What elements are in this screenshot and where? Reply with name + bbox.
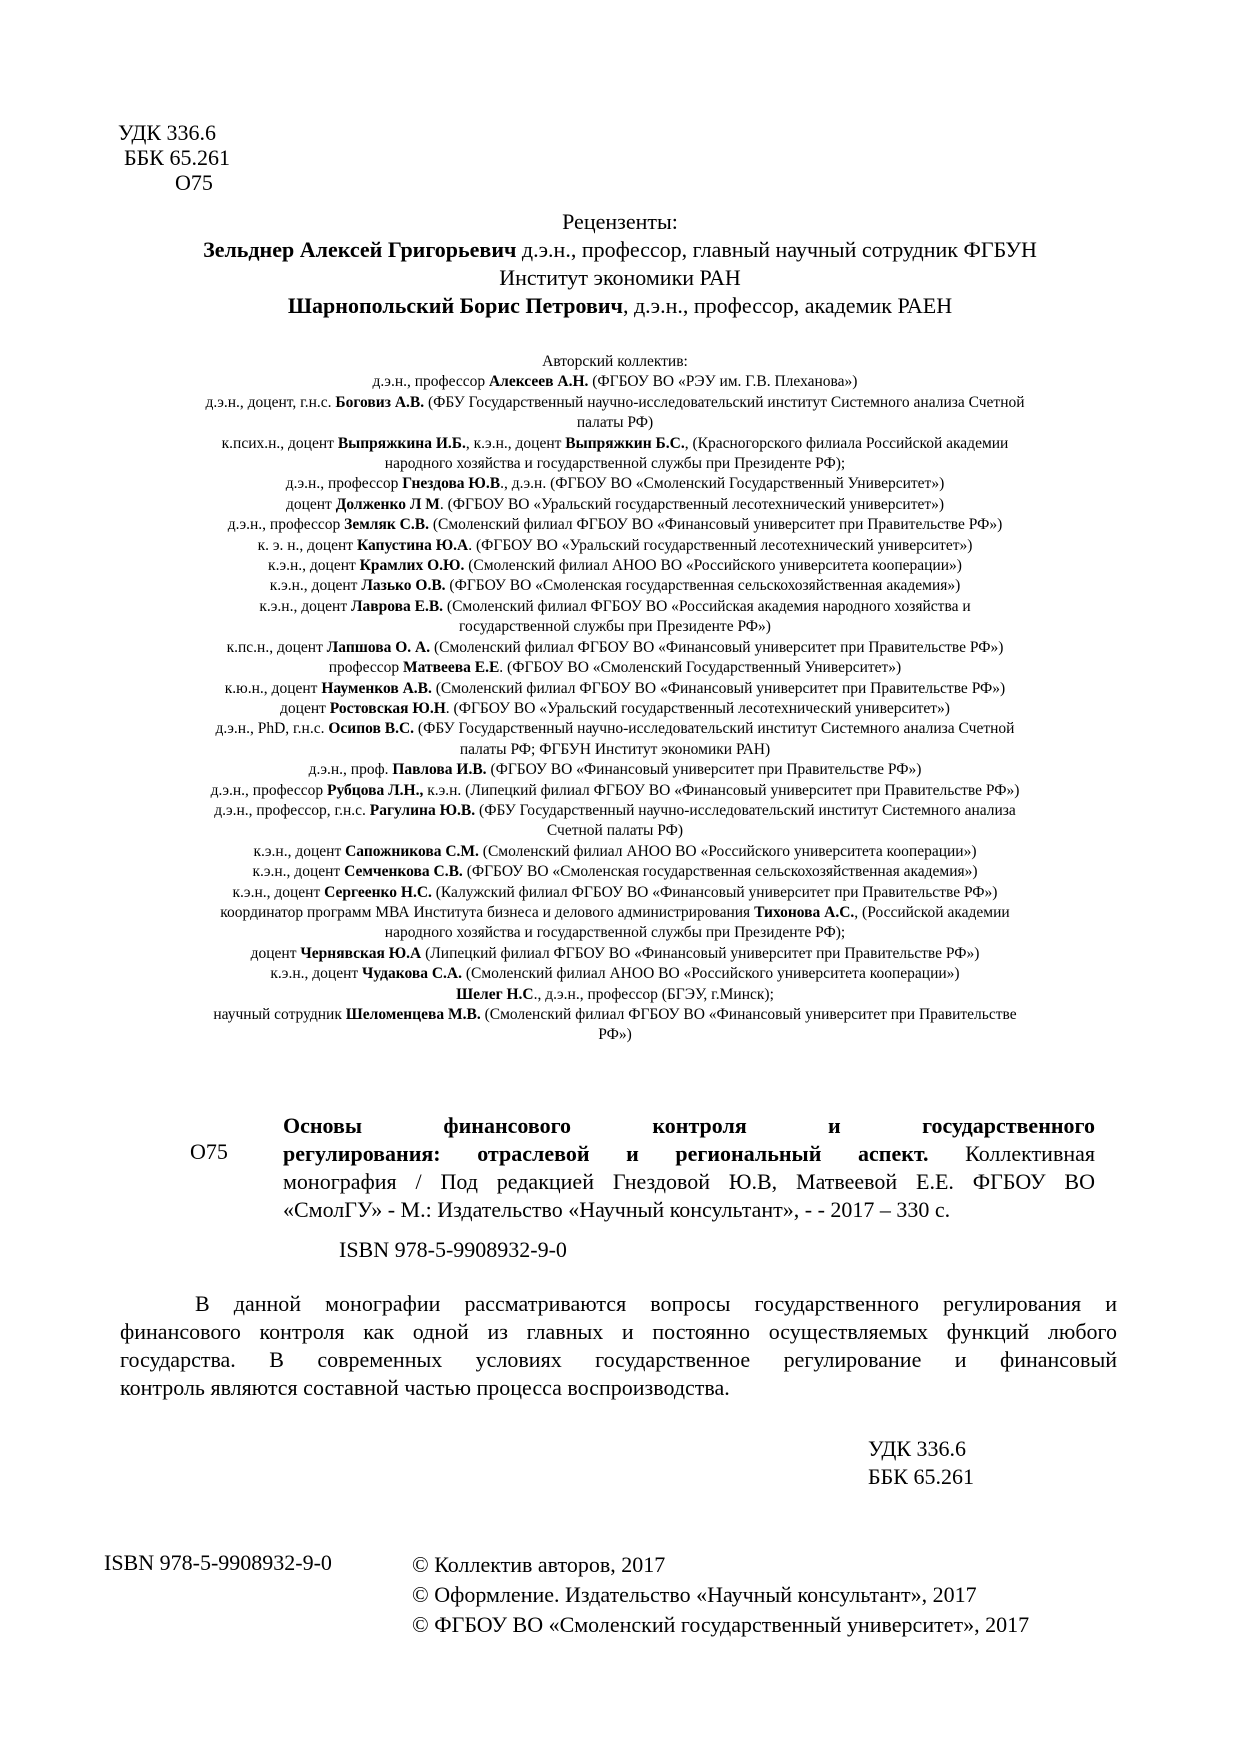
author-line: д.э.н., профессор Гнездова Ю.В., д.э.н. (ФГБОУ ВО «Смоленский Государственный Университет») — [285, 475, 945, 493]
book-title-line-2: регулирования: отраслевой и региональный аспект. Коллективная — [283, 1141, 1095, 1166]
author-line-cont: Счетной палаты РФ) — [546, 822, 684, 840]
author-line: доцент Чернявская Ю.А (Липецкий филиал ФГБОУ ВО «Финансовый университет при Правительстве РФ») — [250, 944, 980, 962]
reviewer-2-info: , д.э.н., профессор, академик РАЕН — [622, 293, 953, 318]
copyright-university: © ФГБОУ ВО «Смоленский государственный университет», 2017 — [412, 1612, 1030, 1637]
annotation-line-1: В данной монографии рассматриваются вопросы государственного регулирования и — [195, 1291, 1117, 1316]
author-sign: О75 — [175, 170, 213, 195]
author-line-cont: палаты РФ; ФГБУН Институт экономики РАН) — [459, 740, 771, 758]
author-line: к.ю.н., доцент Науменков А.В. (Смоленский филиал ФГБОУ ВО «Финансовый университет при Правительстве РФ») — [224, 679, 1006, 697]
book-record — [283, 1112, 1095, 1224]
reviewer-1 — [120, 236, 1120, 264]
copyright-design: © Оформление. Издательство «Научный консультант», 2017 — [412, 1582, 977, 1607]
author-line: профессор Матвеева Е.Е. (ФГБОУ ВО «Смоленский Государственный Университет») — [328, 659, 902, 677]
author-line-cont: государственной службы при Президенте РФ») — [459, 618, 771, 636]
author-line: к.псих.н., доцент Выпряжкина И.Б., к.э.н., доцент Выпряжкин Б.С., (Красногорского филиала Российской академии — [221, 434, 1009, 452]
reviewer-1-info: д.э.н., профессор, главный научный сотрудник ФГБУН — [516, 237, 1037, 262]
reviewer-1-name: Зельднер Алексей Григорьевич — [203, 237, 517, 262]
author-line: к.э.н., доцент Лазько О.В. (ФГБОУ ВО «Смоленская государственная сельскохозяйственная академия») — [269, 577, 961, 595]
author-line: к.пс.н., доцент Лапшова О. А. (Смоленский филиал ФГБОУ ВО «Финансовый университет при Правительстве РФ») — [226, 638, 1004, 656]
reviewer-2-name: Шарнопольский Борис Петрович — [287, 293, 623, 318]
author-line: к. э. н., доцент Капустина Ю.А. (ФГБОУ ВО «Уральский государственный лесотехнический университет») — [257, 536, 973, 554]
book-isbn: ISBN 978-5-9908932-9-0 — [339, 1237, 567, 1262]
authors-block — [110, 352, 1120, 1046]
bottom-udk: УДК 336.6 — [868, 1436, 967, 1461]
author-line: д.э.н., профессор, г.н.с. Рагулина Ю.В. (ФБУ Государственный научно-исследовательский институт Системного анализа — [214, 801, 1016, 819]
udk-code: УДК 336.6 — [118, 120, 217, 145]
copyright-authors: © Коллектив авторов, 2017 — [412, 1552, 666, 1577]
author-line: координатор программ МВА Института бизнеса и делового администрирования Тихонова А.С., (Российской академии — [220, 903, 1010, 921]
author-line: д.э.н., проф. Павлова И.В. (ФГБОУ ВО «Финансовый университет при Правительстве РФ») — [308, 761, 922, 779]
reviewer-2 — [120, 292, 1120, 320]
copyright-block — [412, 1550, 1029, 1640]
author-line: к.э.н., доцент Чудакова С.А. (Смоленский филиал АНОО ВО «Российского университета кооперации») — [270, 965, 960, 983]
author-line: к.э.н., доцент Семченкова С.В. (ФГБОУ ВО «Смоленская государственная сельскохозяйственная академия») — [252, 863, 978, 881]
author-line: доцент Долженко Л М. (ФГБОУ ВО «Уральский государственный лесотехнический университет») — [285, 495, 945, 513]
bottom-codes — [868, 1435, 974, 1491]
author-line: д.э.н., профессор Алексеев А.Н. (ФГБОУ ВО «РЭУ им. Г.В. Плеханова») — [372, 373, 858, 391]
author-line: научный сотрудник Шеломенцева М.В. (Смоленский филиал ФГБОУ ВО «Финансовый университет при Правительстве — [213, 1006, 1017, 1023]
annotation — [120, 1290, 1117, 1402]
authors-heading: Авторский коллектив: — [542, 353, 688, 370]
author-line: д.э.н., PhD, г.н.с. Осипов В.С. (ФБУ Государственный научно-исследовательский институт Системного анализа Счетной — [215, 720, 1015, 738]
annotation-line-3: государства. В современных условиях государственное регулирование и финансовый — [120, 1347, 1117, 1372]
author-line-cont: палаты РФ) — [576, 414, 654, 432]
reviewers-block — [120, 208, 1120, 320]
author-line: к.э.н., доцент Сапожникова С.М. (Смоленский филиал АНОО ВО «Российского университета кооперации») — [253, 842, 977, 860]
book-desc-line-4: «СмолГУ» - М.: Издательство «Научный консультант», - - 2017 – 330 с. — [283, 1197, 951, 1222]
author-line: к.э.н., доцент Лаврова Е.В. (Смоленский филиал ФГБОУ ВО «Российская академия народного хозяйства и — [259, 597, 971, 615]
annotation-line-4: контроль являются составной частью процесса воспроизводства. — [120, 1375, 730, 1400]
annotation-line-2: финансового контроля как одной из главных и постоянно осуществляемых функций любого — [120, 1319, 1117, 1344]
author-line: д.э.н., доцент, г.н.с. Боговиз А.В. (ФБУ Государственный научно-исследовательский институт Системного анализа Счетной — [205, 393, 1025, 411]
book-desc-line-3: монография / Под редакцией Гнездовой Ю.В, Матвеевой Е.Е. ФГБОУ ВО — [283, 1169, 1095, 1194]
book-author-sign: О75 — [190, 1139, 228, 1164]
author-line: Шелег Н.С., д.э.н., профессор (БГЭУ, г.Минск); — [456, 985, 774, 1003]
author-line: д.э.н., профессор Рубцова Л.Н., к.э.н. (Липецкий филиал ФГБОУ ВО «Финансовый университет при Правительстве РФ») — [210, 781, 1020, 799]
author-line-cont: народного хозяйства и государственной службы при Президенте РФ); — [384, 924, 846, 942]
bottom-bbk: ББК 65.261 — [868, 1464, 974, 1489]
book-title-line-1: Основы финансового контроля и государственного — [283, 1113, 1095, 1138]
author-line: к.э.н., доцент Крамлих О.Ю. (Смоленский филиал АНОО ВО «Российского университета кооперации») — [268, 557, 962, 575]
bbk-code: ББК 65.261 — [124, 145, 230, 170]
author-line: д.э.н., профессор Земляк С.В. (Смоленский филиал ФГБОУ ВО «Финансовый университет при Правительстве РФ») — [227, 516, 1003, 534]
author-line-cont: РФ») — [598, 1026, 632, 1044]
author-line: доцент Ростовская Ю.Н. (ФГБОУ ВО «Уральский государственный лесотехнический университет») — [280, 699, 950, 717]
author-line: к.э.н., доцент Сергеенко Н.С. (Калужский филиал ФГБОУ ВО «Финансовый университет при Правительстве РФ») — [232, 883, 998, 901]
reviewers-heading: Рецензенты: — [562, 209, 678, 234]
author-line-cont: народного хозяйства и государственной службы при Президенте РФ); — [384, 455, 846, 473]
reviewer-1-org: Институт экономики РАН — [499, 265, 741, 290]
imprint-isbn: ISBN 978-5-9908932-9-0 — [104, 1550, 332, 1575]
